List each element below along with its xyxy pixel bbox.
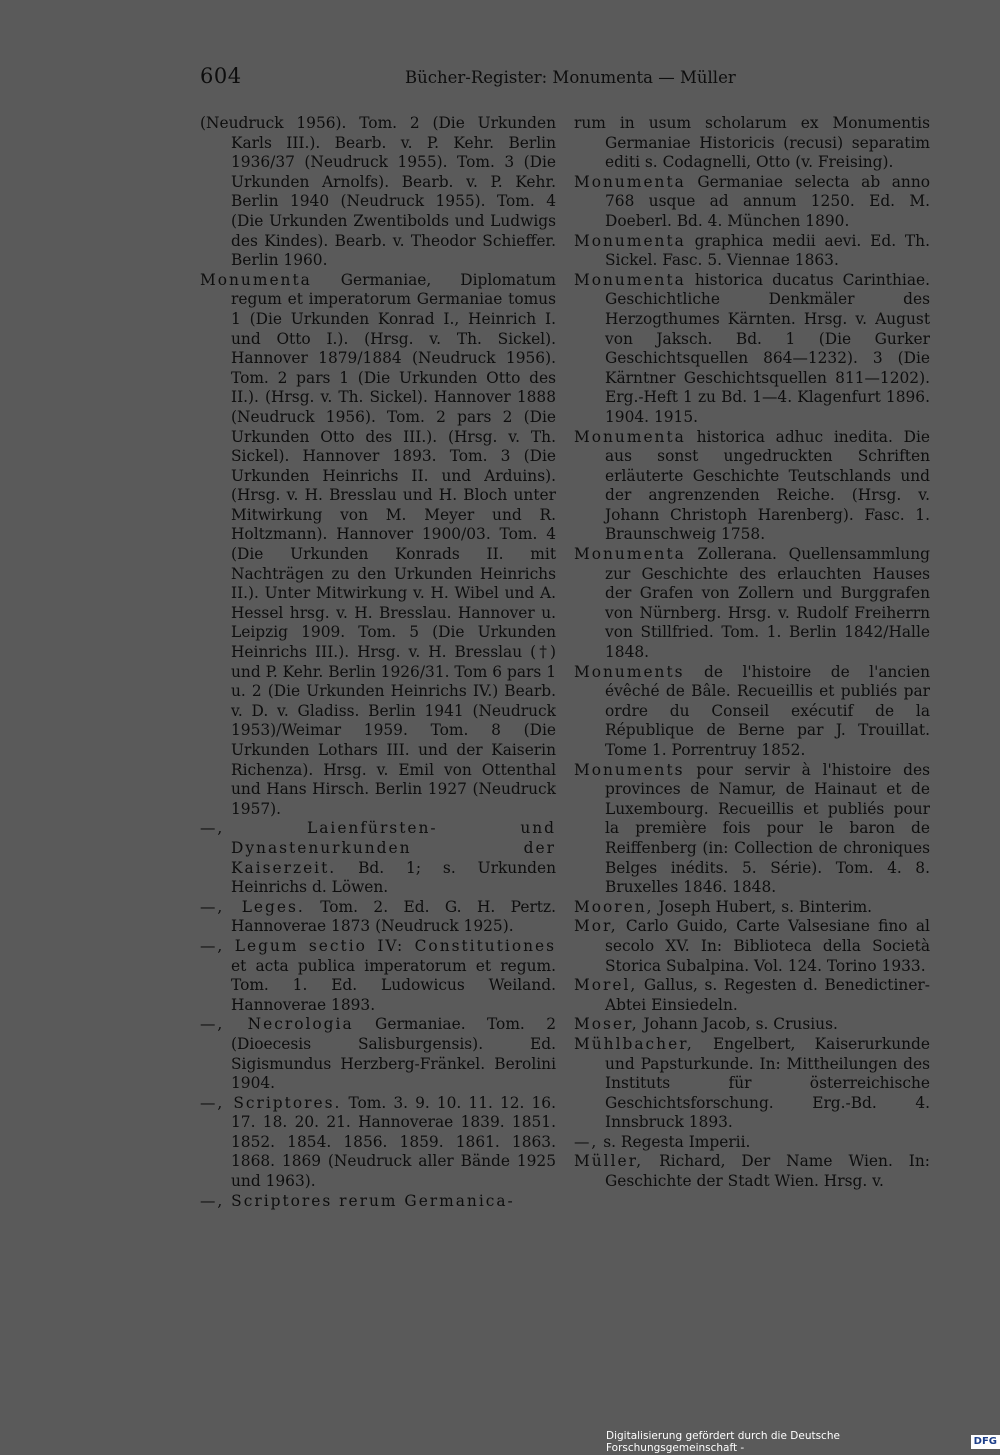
entry-text: (Neudruck 1956). Tom. 2 (Die Urkunden Karls III.). Bearb. v. P. Kehr. Berlin 1936/37 (Neudruck 1955). Tom. 3 (Die Urkunden Arnolfs). Bearb. v. P. Kehr. Berlin 1940 (Neudruck 1955). Tom. 4 (Die Urkunden Zwentibolds und Ludwigs des Kindes). Bearb. v. Theodor Schieffer. Berlin 1960. (200, 114, 556, 270)
entry-head: Müller, (574, 1152, 644, 1171)
entry-head: Monumenta (574, 545, 686, 564)
entry-head: —, Scriptores rerum Germanica- (200, 1191, 515, 1210)
index-entry (200, 898, 556, 937)
index-entry (574, 663, 930, 761)
index-entry (574, 173, 930, 232)
index-entry (574, 761, 930, 898)
entry-head: Monumenta (574, 427, 686, 446)
entry-text: historica adhuc inedita. Die aus sonst ungedruckten Schriften erläuterte Geschichte Teutschlands und der angrenzenden Reiche. (Hrsg. v. Johann Christoph Harenberg). Fasc. 1. Braunschweig 1758. (605, 427, 930, 544)
index-entry (574, 1035, 930, 1133)
entry-head: —, Leges. (200, 897, 305, 916)
index-entry (200, 1192, 556, 1212)
index-entry (574, 114, 930, 173)
entry-head: Mühlbacher, (574, 1034, 694, 1053)
index-entry (574, 1152, 930, 1191)
entry-head: —, Laienfürsten- und Dynastenurkunden der Kaiserzeit. (200, 819, 556, 877)
entry-text: rum in usum scholarum ex Monumentis Germaniae Historicis (recusi) separatim editi s. Codagnelli, Otto (v. Freising). (574, 114, 930, 172)
entry-text: Johann Jacob, s. Crusius. (643, 1015, 838, 1034)
entry-text: Germaniae. Tom. 2 (Dioecesis Salisburgensis). Ed. Sigismundus Herzberg-Fränkel. Berolini 1904. (231, 1015, 556, 1093)
entry-text: Carlo Guido, Carte Valsesiane fino al secolo XV. In: Biblioteca della Società Storica Subalpina. Vol. 124. Torino 1933. (605, 917, 930, 975)
entry-head: —, Necrologia (200, 1015, 354, 1034)
index-entry (200, 114, 556, 271)
entry-head: Mooren, (574, 897, 654, 916)
left-column (200, 114, 556, 1211)
index-entry (574, 976, 930, 1015)
entry-head: Monumenta (574, 270, 686, 289)
entry-text: Engelbert, Kaiserurkunde und Papsturkunde. In: Mittheilungen des Instituts für österreichische Geschichtsforschung. Erg.-Bd. 4. Innsbruck 1893. (605, 1034, 930, 1132)
footer-text: Digitalisierung gefördert durch die Deutsche Forschungsgemeinschaft - (606, 1430, 840, 1454)
index-entry (574, 1015, 930, 1035)
entry-text: de l'histoire de l'ancien évêché de Bâle. Recueillis et publiés par ordre du Conseil exécutif de la République de Berne par J. Trouillat. Tome 1. Porrentruy 1852. (605, 662, 930, 759)
index-entry (200, 937, 556, 1015)
entry-text: Bd. 1; s. Urkunden Heinrichs d. Löwen. (231, 858, 556, 897)
entry-head: Monumenta (574, 231, 686, 250)
index-entry (574, 271, 930, 428)
entry-head: Monumenta (200, 270, 312, 289)
entry-text: Joseph Hubert, s. Binterim. (658, 897, 873, 916)
entry-text: Germaniae selecta ab anno 768 usque ad annum 1250. Ed. M. Doeberl. Bd. 4. München 1890. (605, 172, 930, 230)
entry-text: historica ducatus Carinthiae. Geschichtliche Denkmäler des Herzogthumes Kärnten. Hrsg. v. August von Jaksch. Bd. 1 (Die Gurker Geschichtsquellen 864—1232). 3 (Die Kärntner Geschichtsquellen 811—1202). Erg.-Heft 1 zu Bd. 1—4. Klagenfurt 1896. 1904. 1915. (605, 270, 930, 426)
index-entry (200, 1015, 556, 1093)
entry-text: Tom. 2. Ed. G. H. Pertz. Hannoverae 1873 (Neudruck 1925). (231, 897, 556, 936)
index-entry (200, 1094, 556, 1192)
entry-text: et acta publica imperatorum et regum. Tom. 1. Ed. Ludowicus Weiland. Hannoverae 1893. (231, 956, 556, 1014)
entry-text: Tom. 3. 9. 10. 11. 12. 16. 17. 18. 20. 21. Hannoverae 1839. 1851. 1852. 1854. 1856. 1859. 1861. 1863. 1868. 1869 (Neudruck aller Bände 1925 und 1963). (231, 1093, 556, 1191)
index-entry (200, 271, 556, 820)
entry-head: Moser, (574, 1015, 639, 1034)
entry-text: Gallus, s. Regesten d. Benedictiner-Abtei Einsiedeln. (605, 976, 930, 1014)
index-entry (574, 545, 930, 663)
digitization-footer (606, 1430, 1000, 1454)
entry-text: s. Regesta Imperii. (603, 1132, 751, 1151)
entry-head: Monumenta (574, 172, 686, 191)
index-entry (574, 232, 930, 271)
page-header (200, 64, 930, 94)
entry-head: —, (574, 1132, 599, 1151)
page-number: 604 (200, 64, 242, 88)
entry-head: Mor, (574, 917, 618, 936)
entry-head: Monuments (574, 760, 685, 779)
index-entry (574, 1133, 930, 1153)
dfg-logo[interactable]: DFG (971, 1435, 1000, 1449)
index-entry (574, 428, 930, 546)
running-head: Bücher-Register: Monumenta — Müller (405, 68, 736, 87)
entry-head: —, Scriptores. (200, 1093, 342, 1112)
index-entry (574, 898, 930, 918)
entry-head: —, Legum sectio IV: Constitutiones (200, 936, 556, 955)
index-entry (574, 917, 930, 976)
entry-text: Richard, Der Name Wien. In: Geschichte der Stadt Wien. Hrsg. v. (605, 1152, 930, 1191)
entry-text: Zollerana. Quellensammlung zur Geschichte des erlauchten Hauses der Grafen von Zollern und Burggrafen von Nürnberg. Hrsg. v. Rudolf Freiherrn von Stillfried. Tom. 1. Berlin 1842/Halle 1848. (605, 545, 930, 662)
entry-head: Morel, (574, 976, 638, 995)
right-column (574, 114, 930, 1192)
entry-text: Germaniae, Diplomatum regum et imperatorum Germaniae tomus 1 (Die Urkunden Konrad I., Heinrich I. und Otto I.). (Hrsg. v. Th. Sickel). Hannover 1879/1884 (Neudruck 1956). Tom. 2 pars 1 (Die Urkunden Otto des II.). (Hrsg. v. Th. Sickel). Hannover 1888 (Neudruck 1956). Tom. 2 pars 2 (Die Urkunden Otto des III.). (Hrsg. v. Th. Sickel). Hannover 1893. Tom. 3 (Die Urkunden Heinrichs II. und Arduins). (Hrsg. v. H. Bresslau und H. Bloch unter Mitwirkung von M. Meyer und R. Holtzmann). Hannover 1900/03. Tom. 4 (Die Urkunden Konrads II. mit Nachträgen zu den Urkunden Heinrichs II.). Unter Mitwirkung v. H. Wibel und A. Hessel hrsg. v. H. Bresslau. Hannover u. Leipzig 1909. Tom. 5 (Die Urkunden Heinrichs III.). Hrsg. v. H. Bresslau (†) und P. Kehr. Berlin 1926/31. Tom 6 pars 1 u. 2 (Die Urkunden Heinrichs IV.) Bearb. v. D. v. Gladiss. Berlin 1941 (Neudruck 1953)/Weimar 1959. Tom. 8 (Die Urkunden Lothars III. und der Kaiserin Richenza). Hrsg. v. Emil von Ottenthal und Hans Hirsch. Berlin 1927 (Neudruck 1957). (231, 270, 556, 818)
entry-head: Monuments (574, 662, 685, 681)
entry-text: graphica medii aevi. Ed. Th. Sickel. Fasc. 5. Viennae 1863. (605, 231, 930, 270)
entry-text: pour servir à l'histoire des provinces de Namur, de Hainaut et de Luxembourg. Recueillis et publiés pour la première fois pour le baron de Reiffenberg (in: Collection de chroniques Belges inédits. 5. Série). Tom. 4. 8. Bruxelles 1846. 1848. (605, 760, 930, 897)
index-entry (200, 819, 556, 897)
